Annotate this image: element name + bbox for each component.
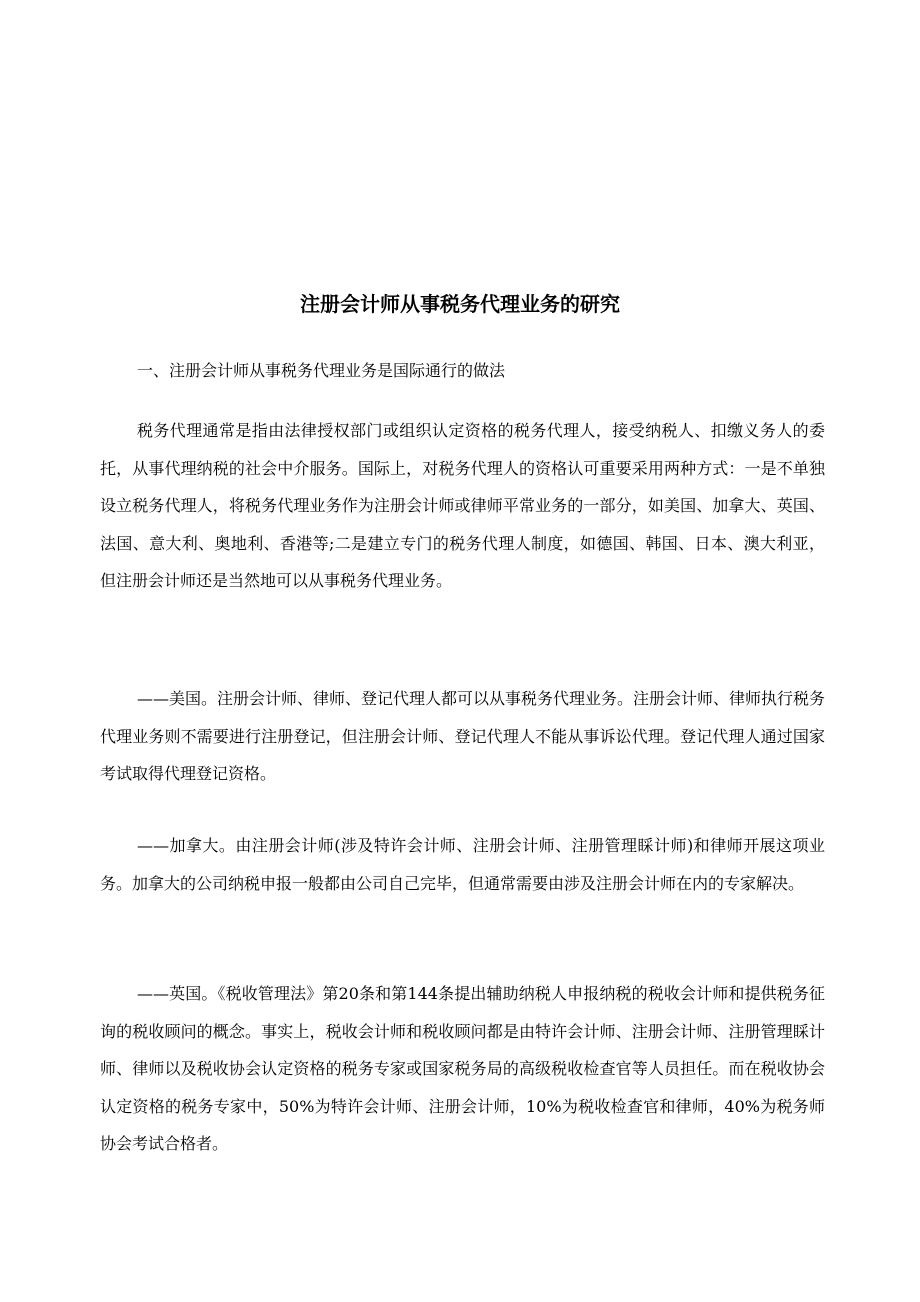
section-heading: 一、注册会计师从事税务代理业务是国际通行的做法 [137, 361, 506, 380]
document-title: 注册会计师从事税务代理业务的研究 [300, 292, 620, 316]
paragraph-canada: ——加拿大。由注册会计师(涉及特许会计师、注册会计师、注册管理睬计师)和律师开展这项业务。加拿大的公司纳税申报一般都由公司自己完毕，但通常需要由涉及注册会计师在内的专家解决。 [100, 836, 825, 893]
paragraph-definition: 税务代理通常是指由法律授权部门或组织认定资格的税务代理人，接受纳税人、扣缴义务人的委托，从事代理纳税的社会中介服务。国际上，对税务代理人的资格认可重要采用两种方式：一是不单独设立税务代理人，将税务代理业务作为注册会计师或律师平常业务的一部分，如美国、加拿大、英国、法国、意大利、奥地利、香港等;二是建立专门的税务代理人制度，如德国、韩国、日本、澳大利亚，但注册会计师还是当然地可以从事税务代理业务。 [100, 421, 825, 591]
paragraph-usa: ——美国。注册会计师、律师、登记代理人都可以从事税务代理业务。注册会计师、律师执行税务代理业务则不需要进行注册登记，但注册会计师、登记代理人不能从事诉讼代理。登记代理人通过国家考试取得代理登记资格。 [100, 689, 826, 784]
paragraph-uk: ——英国。《税收管理法》第20条和第144条提出辅助纳税人申报纳税的税收会计师和提供税务征询的税收顾问的概念。事实上，税收会计师和税收顾问都是由特许会计师、注册会计师、注册管理睬计师、律师以及税收协会认定资格的税务专家或国家税务局的高级税收检查官等人员担任。而在税收协会认定资格的税务专家中，50%为特许会计师、注册会计师，10%为税收检查官和律师，40%为税务师协会考试合格者。 [100, 984, 825, 1154]
